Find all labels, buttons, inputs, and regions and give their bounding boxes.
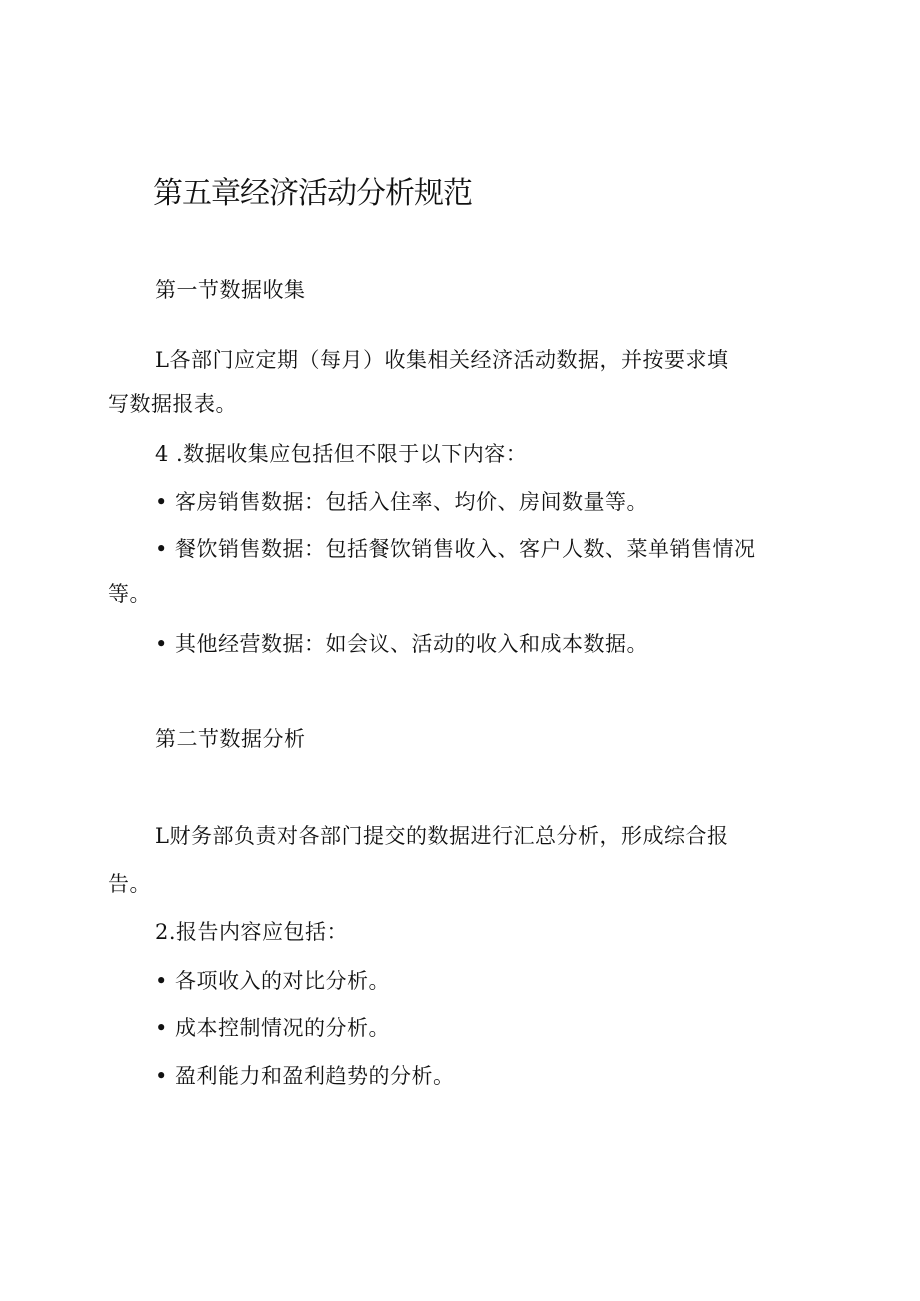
- list-item-text: 客房销售数据：包括入住率、均价、房间数量等。: [175, 490, 648, 514]
- paragraph-line: 写数据报表。: [108, 392, 237, 416]
- section-heading-data-collection: 第一节数据收集: [155, 278, 306, 302]
- paragraph-line: L财务部负责对各部门提交的数据进行汇总分析，形成综合报: [155, 824, 729, 848]
- paragraph-line: 2.报告内容应包括：: [155, 920, 349, 944]
- bullet-icon: •: [155, 1064, 168, 1088]
- bullet-icon: •: [155, 490, 168, 514]
- bullet-icon: •: [155, 969, 168, 993]
- bullet-icon: •: [155, 1016, 168, 1040]
- chapter-title: 第五章经济活动分析规范: [153, 176, 472, 211]
- list-item: [155, 1062, 455, 1090]
- list-item-text: 餐饮销售数据：包括餐饮销售收入、客户人数、菜单销售情况: [175, 537, 756, 561]
- list-item-text: 盈利能力和盈利趋势的分析。: [175, 1064, 455, 1088]
- bullet-icon: •: [155, 632, 168, 656]
- bullet-icon: •: [155, 537, 168, 561]
- list-item: [155, 535, 756, 563]
- list-item-text: 成本控制情况的分析。: [175, 1016, 390, 1040]
- list-item-text: 其他经营数据：如会议、活动的收入和成本数据。: [175, 632, 648, 656]
- section-heading-data-analysis: 第二节数据分析: [155, 727, 306, 751]
- list-item: [155, 967, 390, 995]
- list-item-continuation: 等。: [108, 582, 151, 606]
- list-item: [155, 488, 648, 516]
- list-item: [155, 1014, 390, 1042]
- paragraph-line: 告。: [108, 872, 151, 896]
- list-item-text: 各项收入的对比分析。: [175, 969, 390, 993]
- list-item: [155, 630, 648, 658]
- paragraph-line: L各部门应定期（每月）收集相关经济活动数据，并按要求填: [155, 348, 729, 372]
- paragraph-line: 4 .数据收集应包括但不限于以下内容：: [155, 442, 528, 466]
